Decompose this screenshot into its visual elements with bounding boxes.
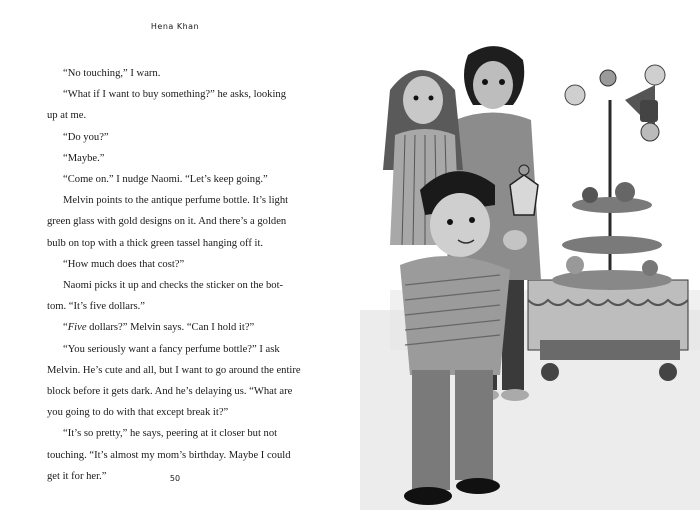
text-line: “Come on.” I nudge Naomi. “Let’s keep going.” [63, 174, 268, 185]
text-line: touching. “It’s almost my mom’s birthday. Maybe I could [47, 449, 291, 461]
text-line: bulb on top with a thick green tassel hanging off it. [47, 237, 264, 249]
text-line: Naomi picks it up and checks the sticker on the bot- [63, 280, 284, 291]
text-line: “No touching,” I warn. [63, 68, 161, 79]
text-line: “Do you?” [63, 131, 109, 143]
text-line: tom. “It’s five dollars.” [47, 301, 145, 313]
cart-stall [528, 65, 688, 381]
text-line: get it for her.” [47, 470, 107, 482]
text-line: you going to do with that except break it?” [47, 407, 229, 419]
illustration-icon [350, 0, 700, 525]
text-line: “What if I want to buy something?” he asks, looking [63, 89, 287, 101]
text-line: “Five dollars?” Melvin says. “Can I hold it?” [63, 322, 255, 334]
page-number: 50 [169, 474, 181, 483]
text-line: green glass with gold designs on it. And there’s a golden [47, 216, 287, 228]
right-page [350, 0, 700, 525]
italic-word: Five [67, 322, 87, 334]
text-line: Melvin. He’s cute and all, but I want to go around the entire [47, 364, 301, 376]
text-line: “It’s so pretty,” he says, peering at it closer but not [63, 428, 278, 440]
text-line: “You seriously want a fancy perfume bottle?” I ask [63, 343, 280, 355]
text-line: block before it gets dark. And he’s delaying us. “What are [47, 386, 293, 397]
text-line: up at me. [47, 110, 87, 122]
text-line: Melvin points to the antique perfume bottle. It’s light [63, 195, 289, 207]
text-line: “Maybe.” [63, 152, 105, 164]
running-head: Hena Khan [150, 22, 200, 31]
text-line: “How much does that cost?” [63, 258, 185, 270]
